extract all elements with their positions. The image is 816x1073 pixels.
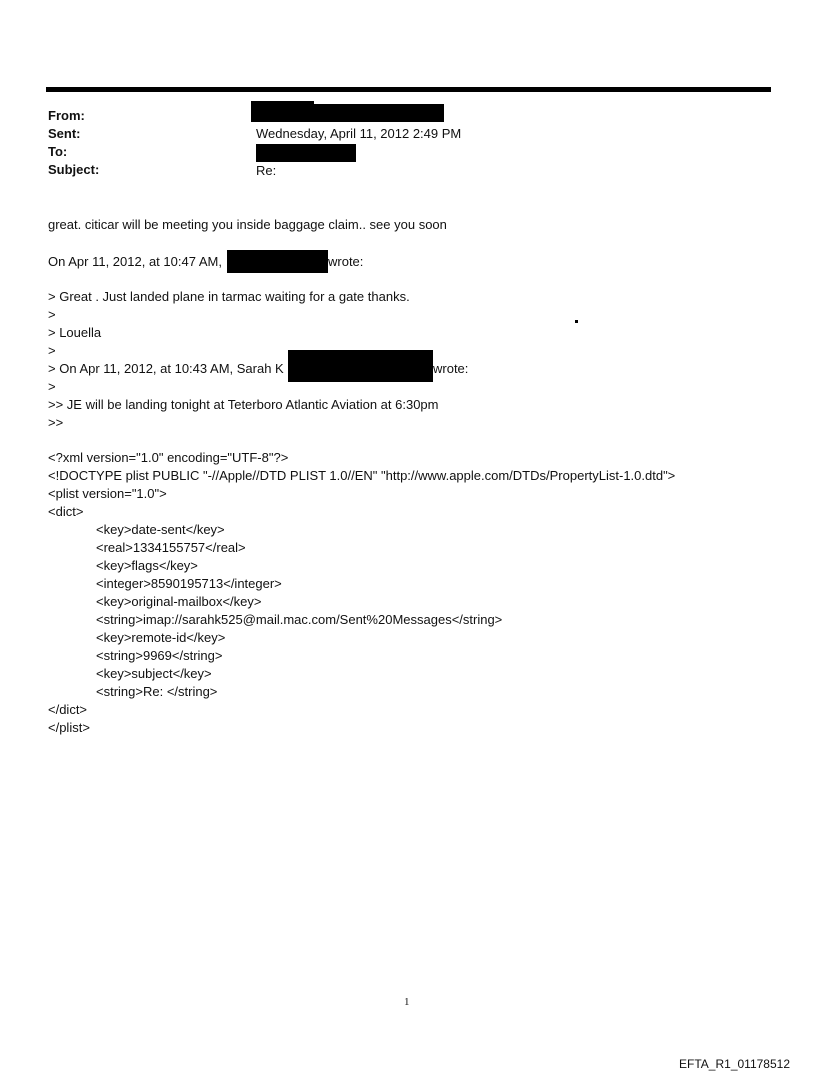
plist-line: <integer>8590195713</integer> <box>96 576 282 591</box>
subject-value: Re: <box>256 163 277 178</box>
sent-value: Wednesday, April 11, 2012 2:49 PM <box>256 126 462 141</box>
plist-line: <!DOCTYPE plist PUBLIC "-//Apple//DTD PLIST 1.0//EN" "http://www.apple.com/DTDs/PropertyList-1.0.dtd"> <box>48 468 676 483</box>
document-id: EFTA_R1_01178512 <box>679 1057 790 1071</box>
plist-line: <plist version="1.0"> <box>48 486 167 501</box>
plist-line: <?xml version="1.0" encoding="UTF-8"?> <box>48 450 289 465</box>
body-reply-line: great. citicar will be meeting you inside baggage claim.. see you soon <box>48 217 447 232</box>
plist-line: <string>9969</string> <box>96 648 223 663</box>
redaction-from <box>251 104 444 122</box>
body-attribution-pre: On Apr 11, 2012, at 10:47 AM, <box>48 254 222 269</box>
plist-line: <key>subject</key> <box>96 666 212 681</box>
quote-attribution-post: wrote: <box>433 361 469 376</box>
header-rule <box>46 87 771 92</box>
quote-line: >> <box>48 415 64 430</box>
plist-line: <dict> <box>48 504 84 519</box>
plist-line: <key>remote-id</key> <box>96 630 226 645</box>
subject-label: Subject: <box>48 162 100 177</box>
redaction-sender-2 <box>288 350 433 382</box>
quote-line: > Great . Just landed plane in tarmac waiting for a gate thanks. <box>48 289 410 304</box>
quote-line: >> JE will be landing tonight at Teterboro Atlantic Aviation at 6:30pm <box>48 397 439 412</box>
quote-attribution-pre: > On Apr 11, 2012, at 10:43 AM, Sarah K <box>48 361 284 376</box>
quote-line: > <box>48 379 56 394</box>
plist-line: </dict> <box>48 702 88 717</box>
quote-line: > Louella <box>48 325 102 340</box>
redaction-to <box>256 144 356 162</box>
plist-line: <key>original-mailbox</key> <box>96 594 262 609</box>
plist-line: <key>date-sent</key> <box>96 522 225 537</box>
plist-line: </plist> <box>48 720 90 735</box>
from-label: From: <box>48 108 85 123</box>
to-label: To: <box>48 144 68 159</box>
plist-line: <real>1334155757</real> <box>96 540 246 555</box>
quote-line: > <box>48 343 56 358</box>
plist-line: <string>Re: </string> <box>96 684 218 699</box>
page-number: 1 <box>404 996 410 1008</box>
sent-label: Sent: <box>48 126 81 141</box>
plist-line: <string>imap://sarahk525@mail.mac.com/Sent%20Messages</string> <box>96 612 503 627</box>
redaction-sender-1 <box>227 250 328 273</box>
body-attribution-post: wrote: <box>328 254 364 269</box>
quote-line: > <box>48 307 56 322</box>
plist-line: <key>flags</key> <box>96 558 198 573</box>
stray-dot <box>575 320 578 323</box>
